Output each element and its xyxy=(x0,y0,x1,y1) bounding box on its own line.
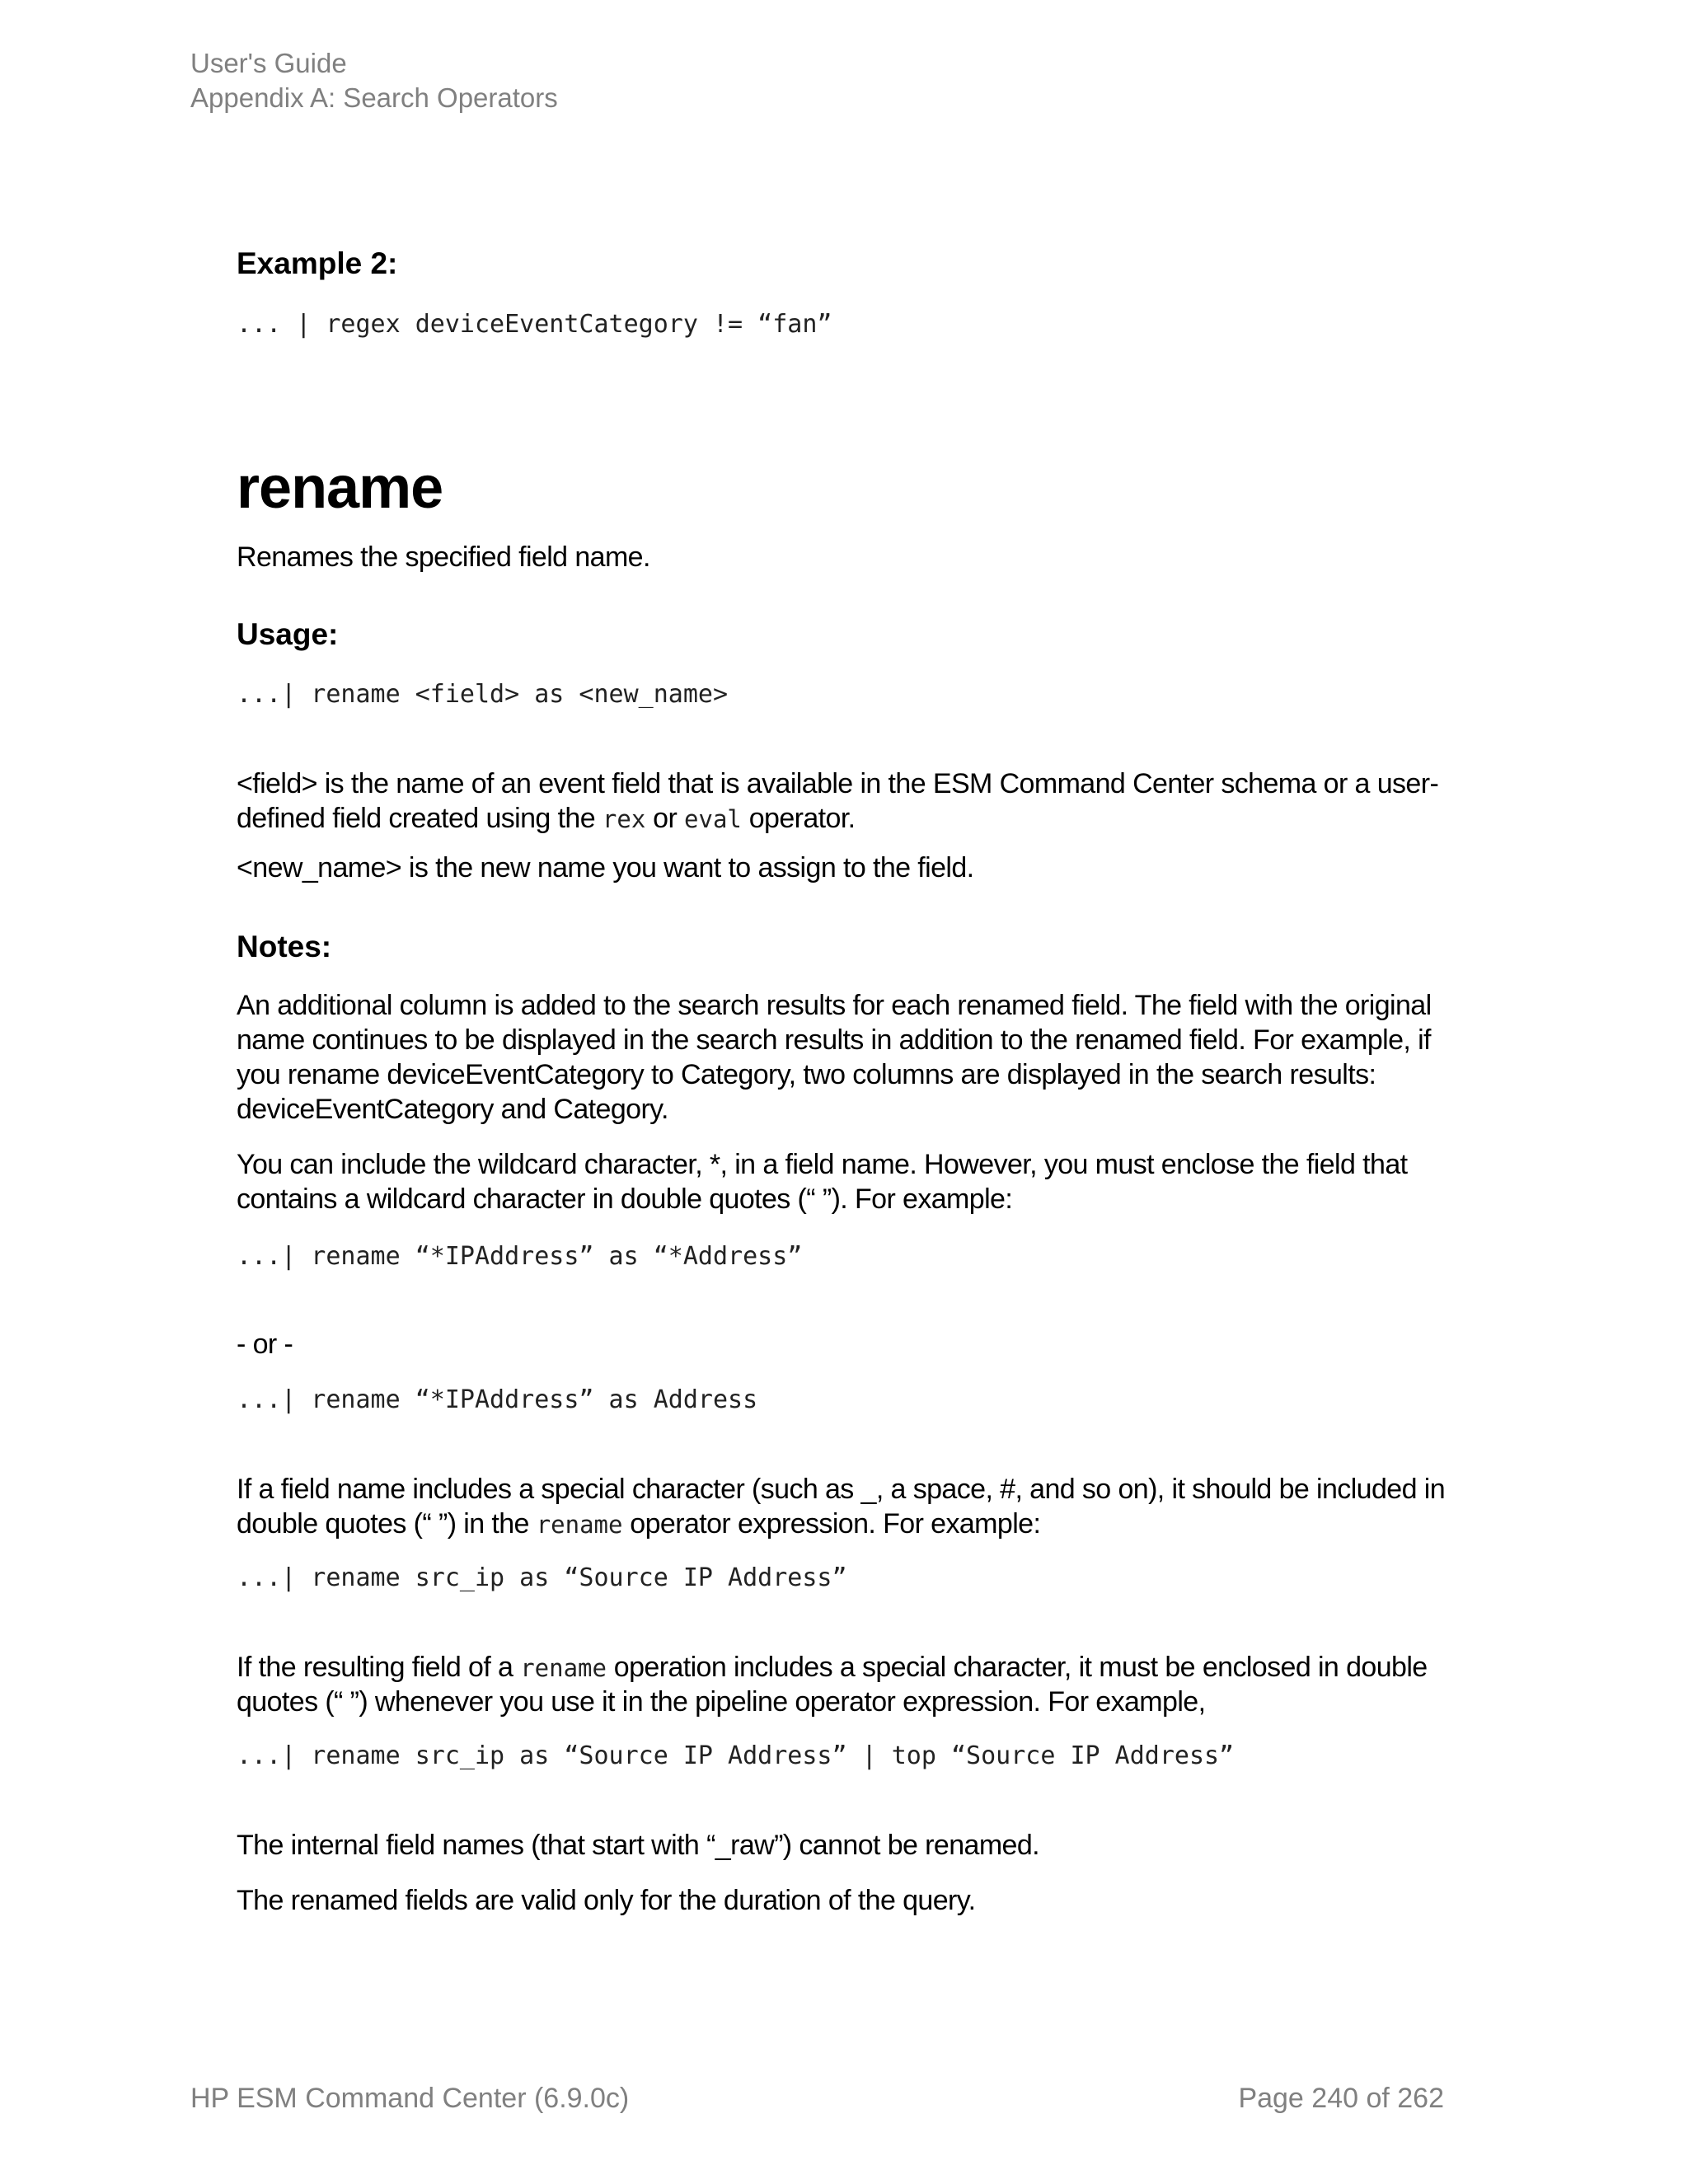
rename-operation-code: rename xyxy=(520,1654,607,1682)
resulting-field-end: operation includes a special character, it must be enclosed in double xyxy=(606,1652,1428,1683)
field-description-line-2 xyxy=(237,801,856,837)
special-char-text: double quotes (“ ”) in the xyxy=(237,1508,537,1540)
section-title: rename xyxy=(237,455,443,521)
appendix-title: Appendix A: Search Operators xyxy=(190,82,558,113)
special-char-line-2 xyxy=(237,1507,1040,1542)
field-description-line-1: <field> is the name of an event field that is available in the ESM Command Center schema or a user- xyxy=(237,768,1439,799)
rex-code: rex xyxy=(602,805,646,833)
wildcard-code-2: ...| rename “*IPAddress” as Address xyxy=(237,1385,758,1414)
notes-paragraph-1-line-1: An additional column is added to the search results for each renamed field. The field with the original xyxy=(237,990,1432,1021)
special-char-code: ...| rename src_ip as “Source IP Address” xyxy=(237,1563,847,1592)
section-description: Renames the specified field name. xyxy=(237,541,650,573)
new-name-description: <new_name> is the new name you want to assign to the field. xyxy=(237,852,974,883)
notes-paragraph-2-line-1: You can include the wildcard character, *, in a field name. However, you must enclose the field that xyxy=(237,1149,1408,1180)
resulting-field-text: If the resulting field of a xyxy=(237,1652,521,1683)
duration-note: The renamed fields are valid only for the duration of the query. xyxy=(237,1885,976,1916)
rename-code: rename xyxy=(536,1511,623,1539)
notes-paragraph-1-line-2: name continues to be displayed in the search results in addition to the renamed field. For example, if xyxy=(237,1024,1431,1056)
usage-code: ...| rename <field> as <new_name> xyxy=(237,680,729,709)
notes-paragraph-1-line-4: deviceEventCategory and Category. xyxy=(237,1094,668,1125)
wildcard-code-1: ...| rename “*IPAddress” as “*Address” xyxy=(237,1242,803,1271)
pipeline-code: ...| rename src_ip as “Source IP Address” | top “Source IP Address” xyxy=(237,1741,1235,1770)
resulting-field-line-1 xyxy=(237,1650,1428,1685)
running-header xyxy=(190,46,558,115)
or-separator: - or - xyxy=(237,1329,293,1360)
special-char-end: operator expression. For example: xyxy=(622,1508,1041,1540)
internal-field-note: The internal field names (that start with “_raw”) cannot be renamed. xyxy=(237,1830,1040,1861)
example-2-heading: Example 2: xyxy=(237,246,398,280)
notes-paragraph-1-line-3: you rename deviceEventCategory to Category, two columns are displayed in the search results: xyxy=(237,1059,1376,1090)
usage-heading: Usage: xyxy=(237,617,339,651)
example-2-code: ... | regex deviceEventCategory != “fan” xyxy=(237,310,832,339)
field-description-or: or xyxy=(645,803,685,834)
footer-page-number: Page 240 of 262 xyxy=(1238,2083,1444,2114)
field-description-text: defined field created using the xyxy=(237,803,603,834)
special-char-line-1: If a field name includes a special character (such as _, a space, #, and so on), it should be included in xyxy=(237,1474,1446,1505)
resulting-field-line-2: quotes (“ ”) whenever you use it in the pipeline operator expression. For example, xyxy=(237,1686,1206,1718)
guide-title: User's Guide xyxy=(190,48,347,78)
notes-paragraph-2-line-2: contains a wildcard character in double quotes (“ ”). For example: xyxy=(237,1183,1013,1215)
field-description-end: operator. xyxy=(741,803,856,834)
footer-product: HP ESM Command Center (6.9.0c) xyxy=(190,2083,630,2114)
eval-code: eval xyxy=(684,805,742,833)
notes-heading: Notes: xyxy=(237,930,332,963)
